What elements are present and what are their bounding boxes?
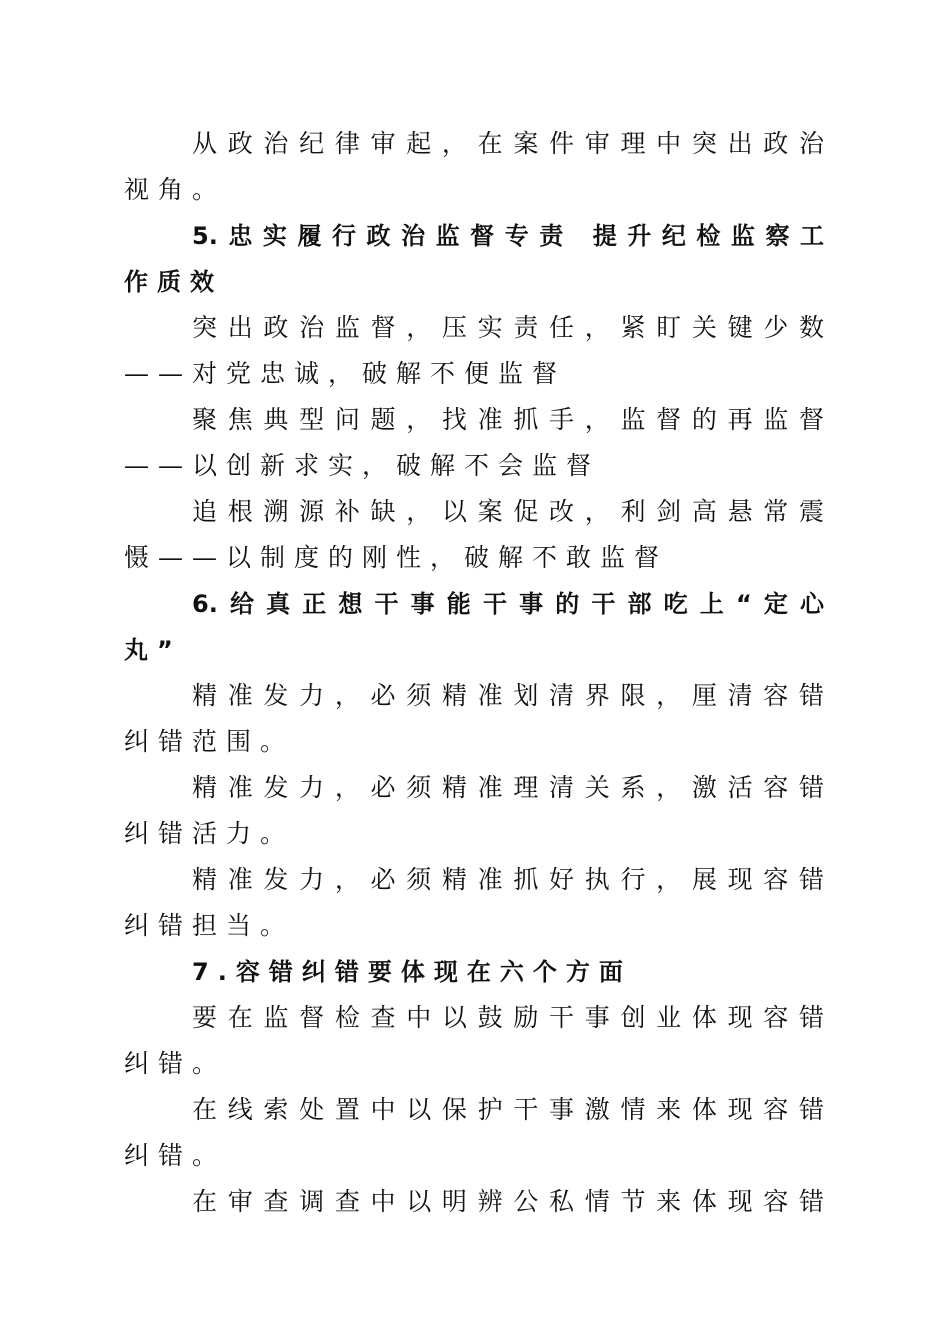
section-heading-6-cont: 丸” bbox=[124, 636, 182, 664]
paragraph-line: 纠错。 bbox=[124, 1049, 227, 1078]
paragraph-line: 纠错范围。 bbox=[124, 727, 295, 756]
paragraph-line: 突​出​政​治​监​督​，​压​实​责​任​，​紧​盯​关​键​少​数 bbox=[192, 313, 824, 342]
paragraph-line: ——以创新求实，破解不会监督 bbox=[124, 451, 601, 480]
paragraph-line: ——对党忠诚，破解不便监督 bbox=[124, 359, 567, 388]
paragraph-line: 要​在​监​督​检​查​中​以​鼓​励​干​事​创​业​体​现​容​错 bbox=[192, 1003, 824, 1032]
paragraph-line: 聚​焦​典​型​问​题​，​找​准​抓​手​，​监​督​的​再​监​督 bbox=[192, 405, 824, 434]
paragraph-line: 精​准​发​力​，​必​须​精​准​抓​好​执​行​，​展​现​容​错 bbox=[192, 865, 824, 894]
paragraph-line: 纠错担当。 bbox=[124, 911, 295, 940]
section-heading-6: 6​.​给​真​正​想​干​事​能​干​事​的​干​部​吃​上​“​定​心 bbox=[192, 590, 824, 618]
paragraph-line: 在​线​索​处​置​中​以​保​护​干​事​激​情​来​体​现​容​错 bbox=[192, 1095, 824, 1124]
paragraph-line: 从​政​治​纪​律​审​起​，​在​案​件​审​理​中​突​出​政​治 bbox=[192, 129, 824, 158]
section-heading-5-cont: 作质效 bbox=[124, 268, 223, 296]
paragraph-line: 追​根​溯​源​补​缺​，​以​案​促​改​，​利​剑​高​悬​常​震 bbox=[192, 497, 824, 526]
paragraph-line: 精​准​发​力​，​必​须​精​准​理​清​关​系​，​激​活​容​错 bbox=[192, 773, 824, 802]
section-heading-7: 7.容错纠错要体现在六个方面 bbox=[192, 958, 632, 986]
paragraph-line: 在​审​查​调​查​中​以​明​辨​公​私​情​节​来​体​现​容​错 bbox=[192, 1187, 824, 1216]
paragraph-line: 视角。 bbox=[124, 175, 227, 204]
paragraph-line: 慑——以制度的刚性，破解不敢监督 bbox=[124, 543, 669, 572]
paragraph-line: 精​准​发​力​，​必​须​精​准​划​清​界​限​，​厘​清​容​错 bbox=[192, 681, 824, 710]
paragraph-line: 纠错。 bbox=[124, 1141, 227, 1170]
paragraph-line: 纠错活力。 bbox=[124, 819, 295, 848]
section-heading-5: 5​.​忠​实​履​行​政​治​监​督​专​责​ ​提​升​纪​检​监​察​工 bbox=[192, 222, 824, 250]
